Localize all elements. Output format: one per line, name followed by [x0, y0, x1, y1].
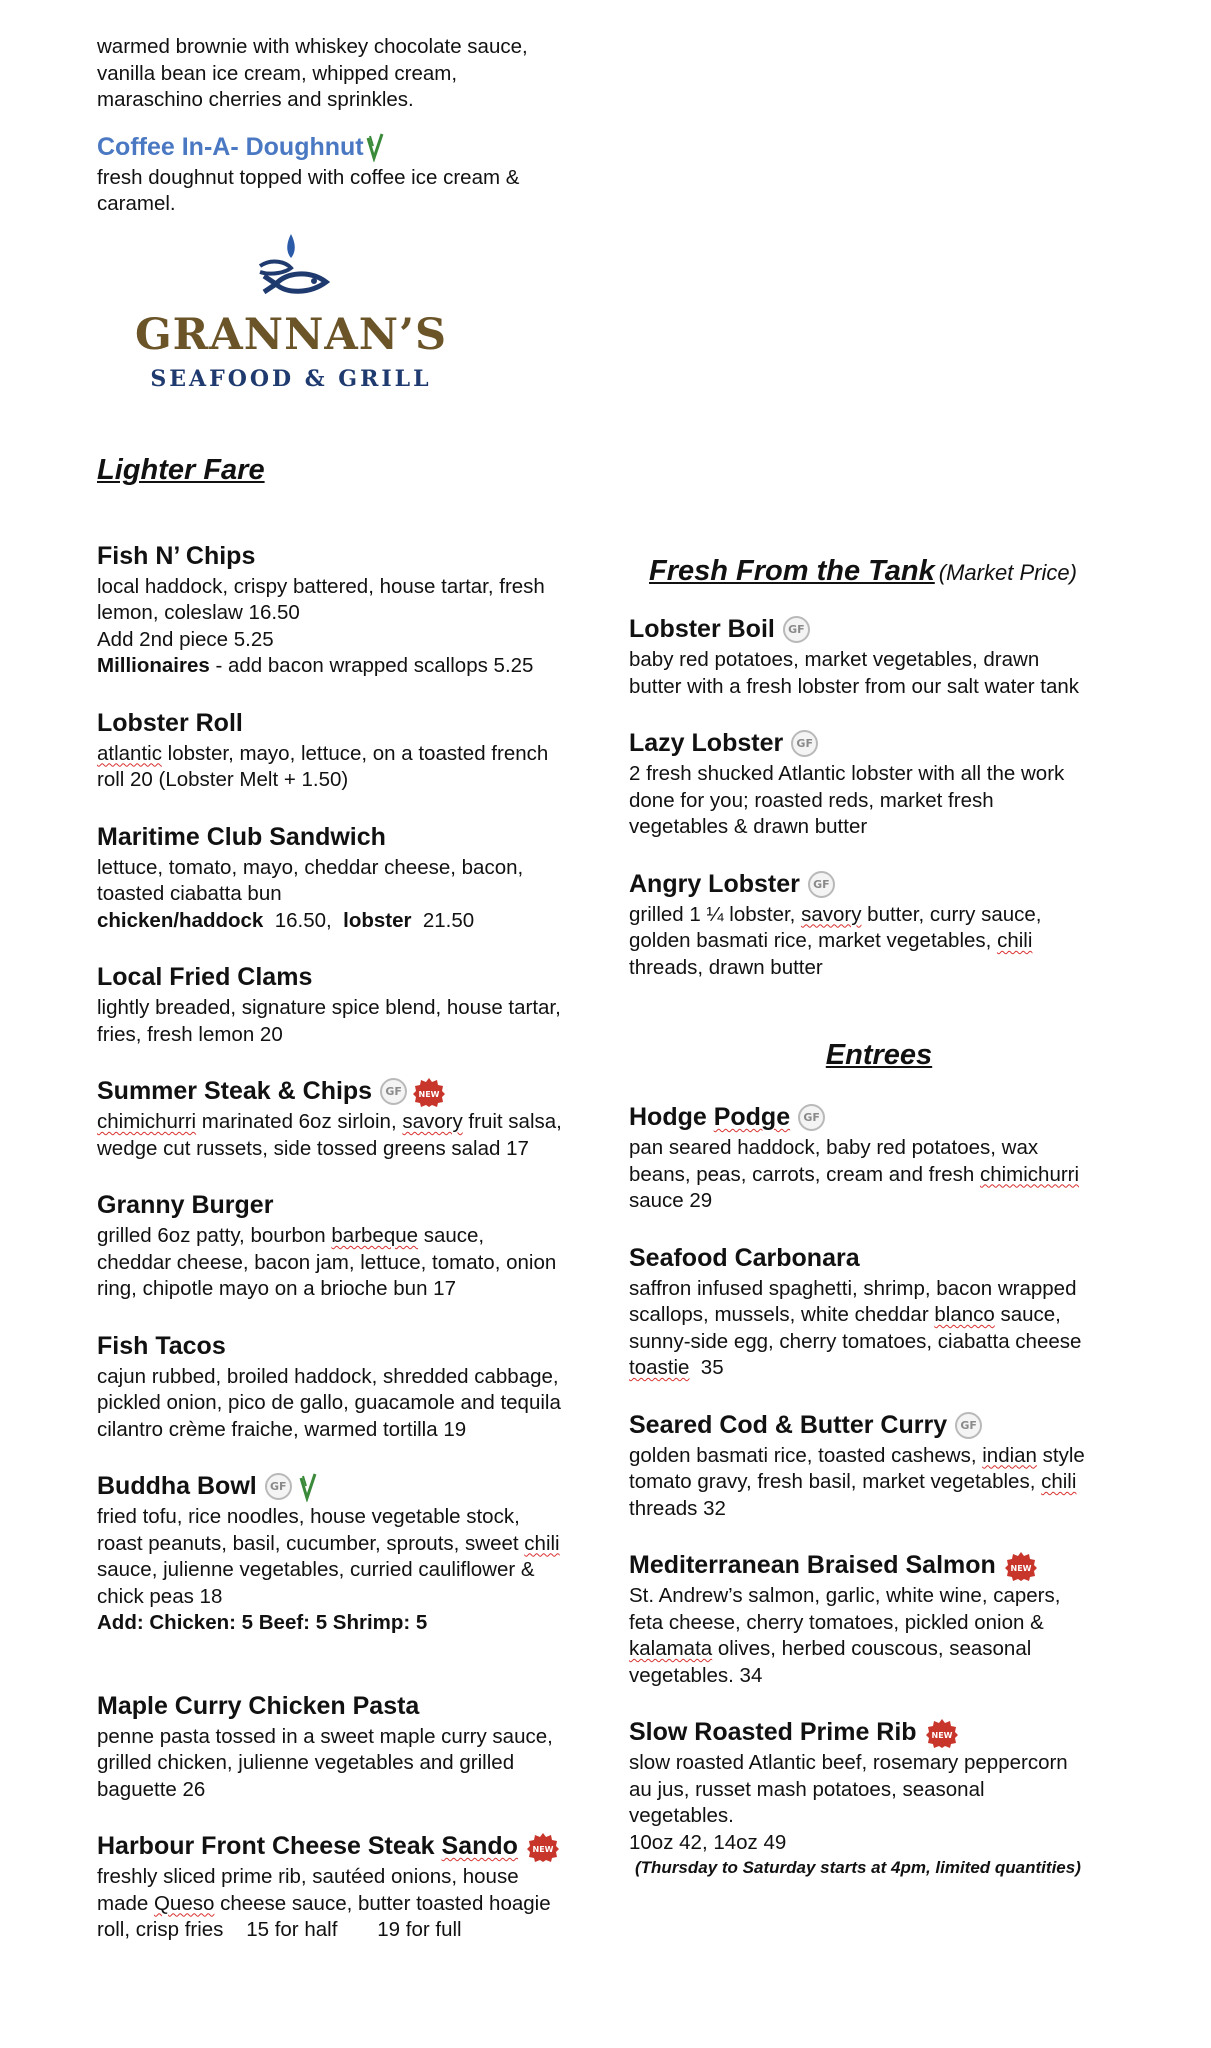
text-run: sauce,: [994, 1303, 1061, 1326]
text-run: grilled 1 ¼ lobster,: [629, 902, 802, 926]
coffee-desc-line-2: caramel.: [97, 192, 176, 215]
fish-chips-line-3: Add 2nd piece 5.25: [97, 627, 274, 651]
buddha-bowl-title: [97, 1471, 607, 1502]
spell-flag: barbeque: [331, 1224, 419, 1247]
sando-line-1: freshly sliced prime rib, sautéed onions, house: [97, 1865, 519, 1888]
millionaires-label: Millionaires: [97, 654, 210, 677]
club-line-2: toasted ciabatta bun: [97, 882, 282, 905]
prime-rib-item: [629, 1717, 1129, 1878]
new-badge-text: NEW: [931, 1730, 953, 1740]
new-badge-text: NEW: [532, 1844, 554, 1854]
spell-flag: indian: [982, 1443, 1037, 1467]
buddha-line-1: fried tofu, rice noodles, house vegetable stock,: [97, 1505, 520, 1528]
millionaires-desc: - add bacon wrapped scallops 5.25: [209, 654, 534, 677]
summer-steak-title-text: Summer Steak & Chips: [97, 1077, 373, 1105]
buddha-line-4: chick peas 18: [97, 1584, 223, 1608]
sando-line-2: [97, 1891, 607, 1918]
pasta-line-2: grilled chicken, julienne vegetables and grilled: [97, 1751, 515, 1774]
angry-line-2: [629, 928, 1129, 955]
brownie-desc-line-3: maraschino cherries and sprinkles.: [97, 88, 414, 111]
fish-tacos-title: Fish Tacos: [97, 1331, 226, 1360]
vegetarian-leaf-icon: [364, 132, 386, 162]
club-option-2: lobster: [343, 908, 412, 932]
seared-cod-title-text: Seared Cod & Butter Curry: [629, 1410, 948, 1439]
lazy-lobster-item: [629, 728, 1129, 841]
salmon-line-2: feta cheese, cherry tomatoes, pickled onion &: [629, 1610, 1044, 1634]
pasta-line-3: baguette 26: [97, 1777, 206, 1801]
granny-burger-title: Granny Burger: [97, 1191, 274, 1219]
hodge-line-3: sauce 29: [629, 1189, 713, 1212]
entrees-heading-row: [629, 1039, 1129, 1072]
club-option-1: chicken/haddock: [97, 908, 264, 932]
coffee-desc-line-1: fresh doughnut topped with coffee ice cream &: [97, 165, 520, 189]
maple-pasta-title: Maple Curry Chicken Pasta: [97, 1691, 420, 1720]
rib-line-1: slow roasted Atlantic beef, rosemary peppercorn: [629, 1751, 1068, 1774]
angry-lobster-title: [629, 869, 1129, 900]
spell-flag: chimichurri: [979, 1162, 1080, 1186]
carbonara-line-1: saffron infused spaghetti, shrimp, bacon wrapped: [629, 1276, 1077, 1300]
gluten-free-badge-icon: GF: [798, 1104, 825, 1131]
sando-line-3: roll, crisp fries 15 for half 19 for full: [97, 1918, 462, 1941]
fish-flame-logo-icon: [246, 232, 336, 304]
hodge-podge-title: [629, 1102, 1129, 1133]
spell-flag: blanco: [934, 1303, 995, 1326]
lobster-boil-title: [629, 614, 1129, 645]
fish-chips-item: [97, 541, 607, 680]
gluten-free-badge-icon: GF: [265, 1473, 292, 1500]
logo-name: GRANNAN’S: [134, 309, 448, 360]
text-run: Harbour Front Cheese Steak: [97, 1832, 442, 1860]
new-badge-text: NEW: [1010, 1563, 1032, 1573]
seared-cod-item: [629, 1410, 1129, 1523]
burger-line-1: [97, 1223, 607, 1250]
coffee-doughnut-title-text: Coffee In-A- Doughnut: [97, 132, 364, 161]
fried-clams-item: [97, 962, 607, 1048]
text-run: marinated 6oz sirloin,: [196, 1110, 403, 1133]
hodge-line-1: pan seared haddock, baby red potatoes, wax: [629, 1136, 1039, 1159]
tank-heading: Fresh From the Tank: [649, 555, 935, 587]
hodge-podge-item: [629, 1102, 1129, 1215]
cod-line-3: threads 32: [629, 1496, 726, 1520]
text-run: 35: [689, 1356, 724, 1379]
gluten-free-badge-icon: GF: [808, 871, 835, 898]
text-run: cheese sauce, butter toasted hoagie: [214, 1891, 551, 1915]
lazy-line-3: vegetables & drawn butter: [629, 815, 868, 838]
coffee-doughnut-title: [97, 132, 607, 163]
tank-heading-row: [649, 555, 1129, 588]
new-badge-icon: [412, 1077, 446, 1107]
text-run: golden basmati rice, toasted cashews,: [629, 1443, 983, 1467]
salmon-line-1: St. Andrew’s salmon, garlic, white wine, capers,: [629, 1584, 1061, 1607]
left-column: [97, 34, 607, 1972]
brownie-desc-line-2: vanilla bean ice cream, whipped cream,: [97, 61, 458, 85]
tacos-line-1: cajun rubbed, broiled haddock, shredded cabbage,: [97, 1364, 559, 1388]
prime-rib-title: [629, 1717, 1129, 1748]
lazy-line-1: 2 fresh shucked Atlantic lobster with all the work: [629, 762, 1065, 785]
braised-salmon-title-text: Mediterranean Braised Salmon: [629, 1551, 996, 1579]
spell-flag: chimichurri: [97, 1110, 197, 1133]
spell-flag: Sando: [441, 1832, 518, 1860]
spell-flag: savory: [402, 1110, 463, 1133]
new-badge-icon: [526, 1832, 560, 1862]
carbonara-line-2: [629, 1302, 1129, 1329]
fish-chips-line-2: lemon, coleslaw 16.50: [97, 601, 300, 624]
gluten-free-badge-icon: GF: [783, 616, 810, 643]
entrees-heading: Entrees: [825, 1039, 933, 1071]
burger-line-3: ring, chipotle mayo on a brioche bun 17: [97, 1277, 456, 1300]
rib-line-3: vegetables.: [629, 1804, 734, 1827]
lazy-line-2: done for you; roasted reds, market fresh: [629, 788, 994, 812]
lazy-lobster-title: [629, 728, 1129, 759]
salmon-line-3: [629, 1636, 1129, 1663]
lobster-roll-item: [97, 708, 607, 794]
salmon-line-4: vegetables. 34: [629, 1663, 763, 1687]
text-run: style: [1036, 1443, 1085, 1467]
lazy-lobster-title-text: Lazy Lobster: [629, 729, 784, 757]
buddha-bowl-item: [97, 1471, 607, 1637]
seafood-carbonara-title: Seafood Carbonara: [629, 1243, 860, 1272]
angry-line-1: [629, 902, 1129, 929]
new-badge-text: NEW: [418, 1089, 440, 1099]
pasta-line-1: penne pasta tossed in a sweet maple curry sauce,: [97, 1724, 553, 1748]
club-price-1: 16.50,: [263, 908, 344, 932]
fish-chips-line-4: [97, 653, 607, 680]
hodge-line-2: [629, 1162, 1129, 1189]
club-prices: [97, 908, 607, 935]
gluten-free-badge-icon: GF: [955, 1412, 982, 1439]
club-line-1: lettuce, tomato, mayo, cheddar cheese, bacon,: [97, 855, 524, 879]
lobster-boil-item: [629, 614, 1129, 700]
cod-line-2: [629, 1469, 1129, 1496]
fried-clams-title: Local Fried Clams: [97, 963, 313, 991]
seared-cod-title: [629, 1410, 1129, 1441]
buddha-line-3: sauce, julienne vegetables, curried cauliflower &: [97, 1558, 535, 1581]
text-run: sauce,: [418, 1224, 485, 1247]
text-run: beans, peas, carrots, cream and fresh: [629, 1162, 980, 1186]
cheese-steak-sando-title: [97, 1831, 607, 1862]
new-badge-icon: [925, 1718, 959, 1748]
fish-tacos-item: [97, 1331, 607, 1444]
buddha-line-2: [97, 1531, 607, 1558]
text-run: roast peanuts, basil, cucumber, sprouts, sweet: [97, 1531, 525, 1555]
text-run: tomato gravy, fresh basil, market vegetables,: [629, 1470, 1042, 1493]
braised-salmon-item: [629, 1550, 1129, 1689]
lobster-roll-line-1: [97, 741, 607, 768]
braised-salmon-title: [629, 1550, 1129, 1581]
spell-flag: atlantic: [97, 741, 162, 765]
gluten-free-badge-icon: GF: [791, 730, 818, 757]
club-sandwich-item: [97, 822, 607, 935]
text-run: grilled 6oz patty, bourbon: [97, 1224, 332, 1247]
text-run: made: [97, 1891, 154, 1915]
logo-subtitle: SEAFOOD & GRILL: [150, 365, 432, 392]
clams-line-2: fries, fresh lemon 20: [97, 1022, 283, 1046]
tacos-line-3: cilantro crème fraiche, warmed tortilla 19: [97, 1417, 467, 1441]
spell-flag: savory: [801, 902, 862, 926]
clams-line-1: lightly breaded, signature spice blend, house tartar,: [97, 996, 561, 1019]
club-price-2: 21.50: [411, 908, 475, 932]
carbonara-line-4: [629, 1355, 1129, 1382]
boil-line-1: baby red potatoes, market vegetables, drawn: [629, 648, 1040, 671]
maple-pasta-item: [97, 1691, 607, 1804]
rib-availability-note: (Thursday to Saturday starts at 4pm, limited quantities): [635, 1858, 1081, 1877]
brownie-desc-line-1: warmed brownie with whiskey chocolate sauce,: [97, 35, 528, 58]
seafood-carbonara-item: [629, 1243, 1129, 1382]
gluten-free-badge-icon: GF: [380, 1078, 407, 1105]
lobster-roll-title: Lobster Roll: [97, 708, 243, 737]
buddha-bowl-title-text: Buddha Bowl: [97, 1472, 257, 1500]
right-column: [629, 555, 1129, 1906]
carbonara-line-3: sunny-side egg, cherry tomatoes, ciabatta cheese: [629, 1329, 1082, 1353]
text-run: butter, curry sauce,: [861, 902, 1042, 926]
buddha-addons: Add: Chicken: 5 Beef: 5 Shrimp: 5: [97, 1611, 428, 1634]
summer-steak-title: [97, 1076, 607, 1107]
angry-line-3: threads, drawn butter: [629, 955, 823, 979]
spell-flag: toastie: [629, 1356, 690, 1379]
fish-chips-line-1: local haddock, crispy battered, house tartar, fresh: [97, 574, 545, 598]
granny-burger-item: [97, 1190, 607, 1303]
spell-flag: kalamata: [629, 1637, 713, 1660]
lighter-fare-heading: Lighter Fare: [97, 453, 265, 486]
spell-flag: Podge: [713, 1103, 791, 1131]
rib-line-2: au jus, russet mash potatoes, seasonal: [629, 1777, 985, 1801]
text-run: lobster, mayo, lettuce, on a toasted french: [161, 741, 549, 765]
burger-line-2: cheddar cheese, bacon jam, lettuce, tomato, onion: [97, 1250, 557, 1274]
angry-lobster-title-text: Angry Lobster: [629, 869, 800, 898]
text-run: golden basmati rice, market vegetables,: [629, 929, 998, 952]
vegetarian-leaf-icon: [297, 1472, 319, 1502]
lobster-roll-line-2: roll 20 (Lobster Melt + 1.50): [97, 768, 349, 791]
market-price-note: (Market Price): [938, 560, 1077, 585]
text-run: olives, herbed couscous, seasonal: [712, 1637, 1032, 1660]
angry-lobster-item: [629, 869, 1129, 982]
summer-steak-item: [97, 1076, 607, 1162]
restaurant-logo: [111, 232, 471, 392]
text-run: scallops, mussels, white cheddar: [629, 1303, 935, 1326]
cod-line-1: [629, 1443, 1129, 1470]
prime-rib-title-text: Slow Roasted Prime Rib: [629, 1718, 917, 1746]
text-run: fruit salsa,: [462, 1110, 562, 1133]
club-sandwich-title: Maritime Club Sandwich: [97, 822, 386, 851]
fish-chips-title: Fish N’ Chips: [97, 541, 256, 570]
boil-line-2: butter with a fresh lobster from our salt water tank: [629, 674, 1080, 698]
new-badge-icon: [1004, 1551, 1038, 1581]
text-run: Hodge: [629, 1103, 714, 1131]
tacos-line-2: pickled onion, pico de gallo, guacamole and tequila: [97, 1391, 561, 1414]
steak-line-1: [97, 1109, 607, 1136]
spell-flag: chili: [524, 1531, 560, 1555]
spell-flag: chili: [997, 929, 1033, 952]
spell-flag: chili: [1041, 1470, 1077, 1493]
spell-flag: Queso: [153, 1891, 215, 1915]
cheese-steak-sando-item: [97, 1831, 607, 1944]
lobster-boil-title-text: Lobster Boil: [629, 615, 775, 643]
rib-line-4: 10oz 42, 14oz 49: [629, 1830, 787, 1854]
steak-line-2: wedge cut russets, side tossed greens salad 17: [97, 1136, 529, 1160]
